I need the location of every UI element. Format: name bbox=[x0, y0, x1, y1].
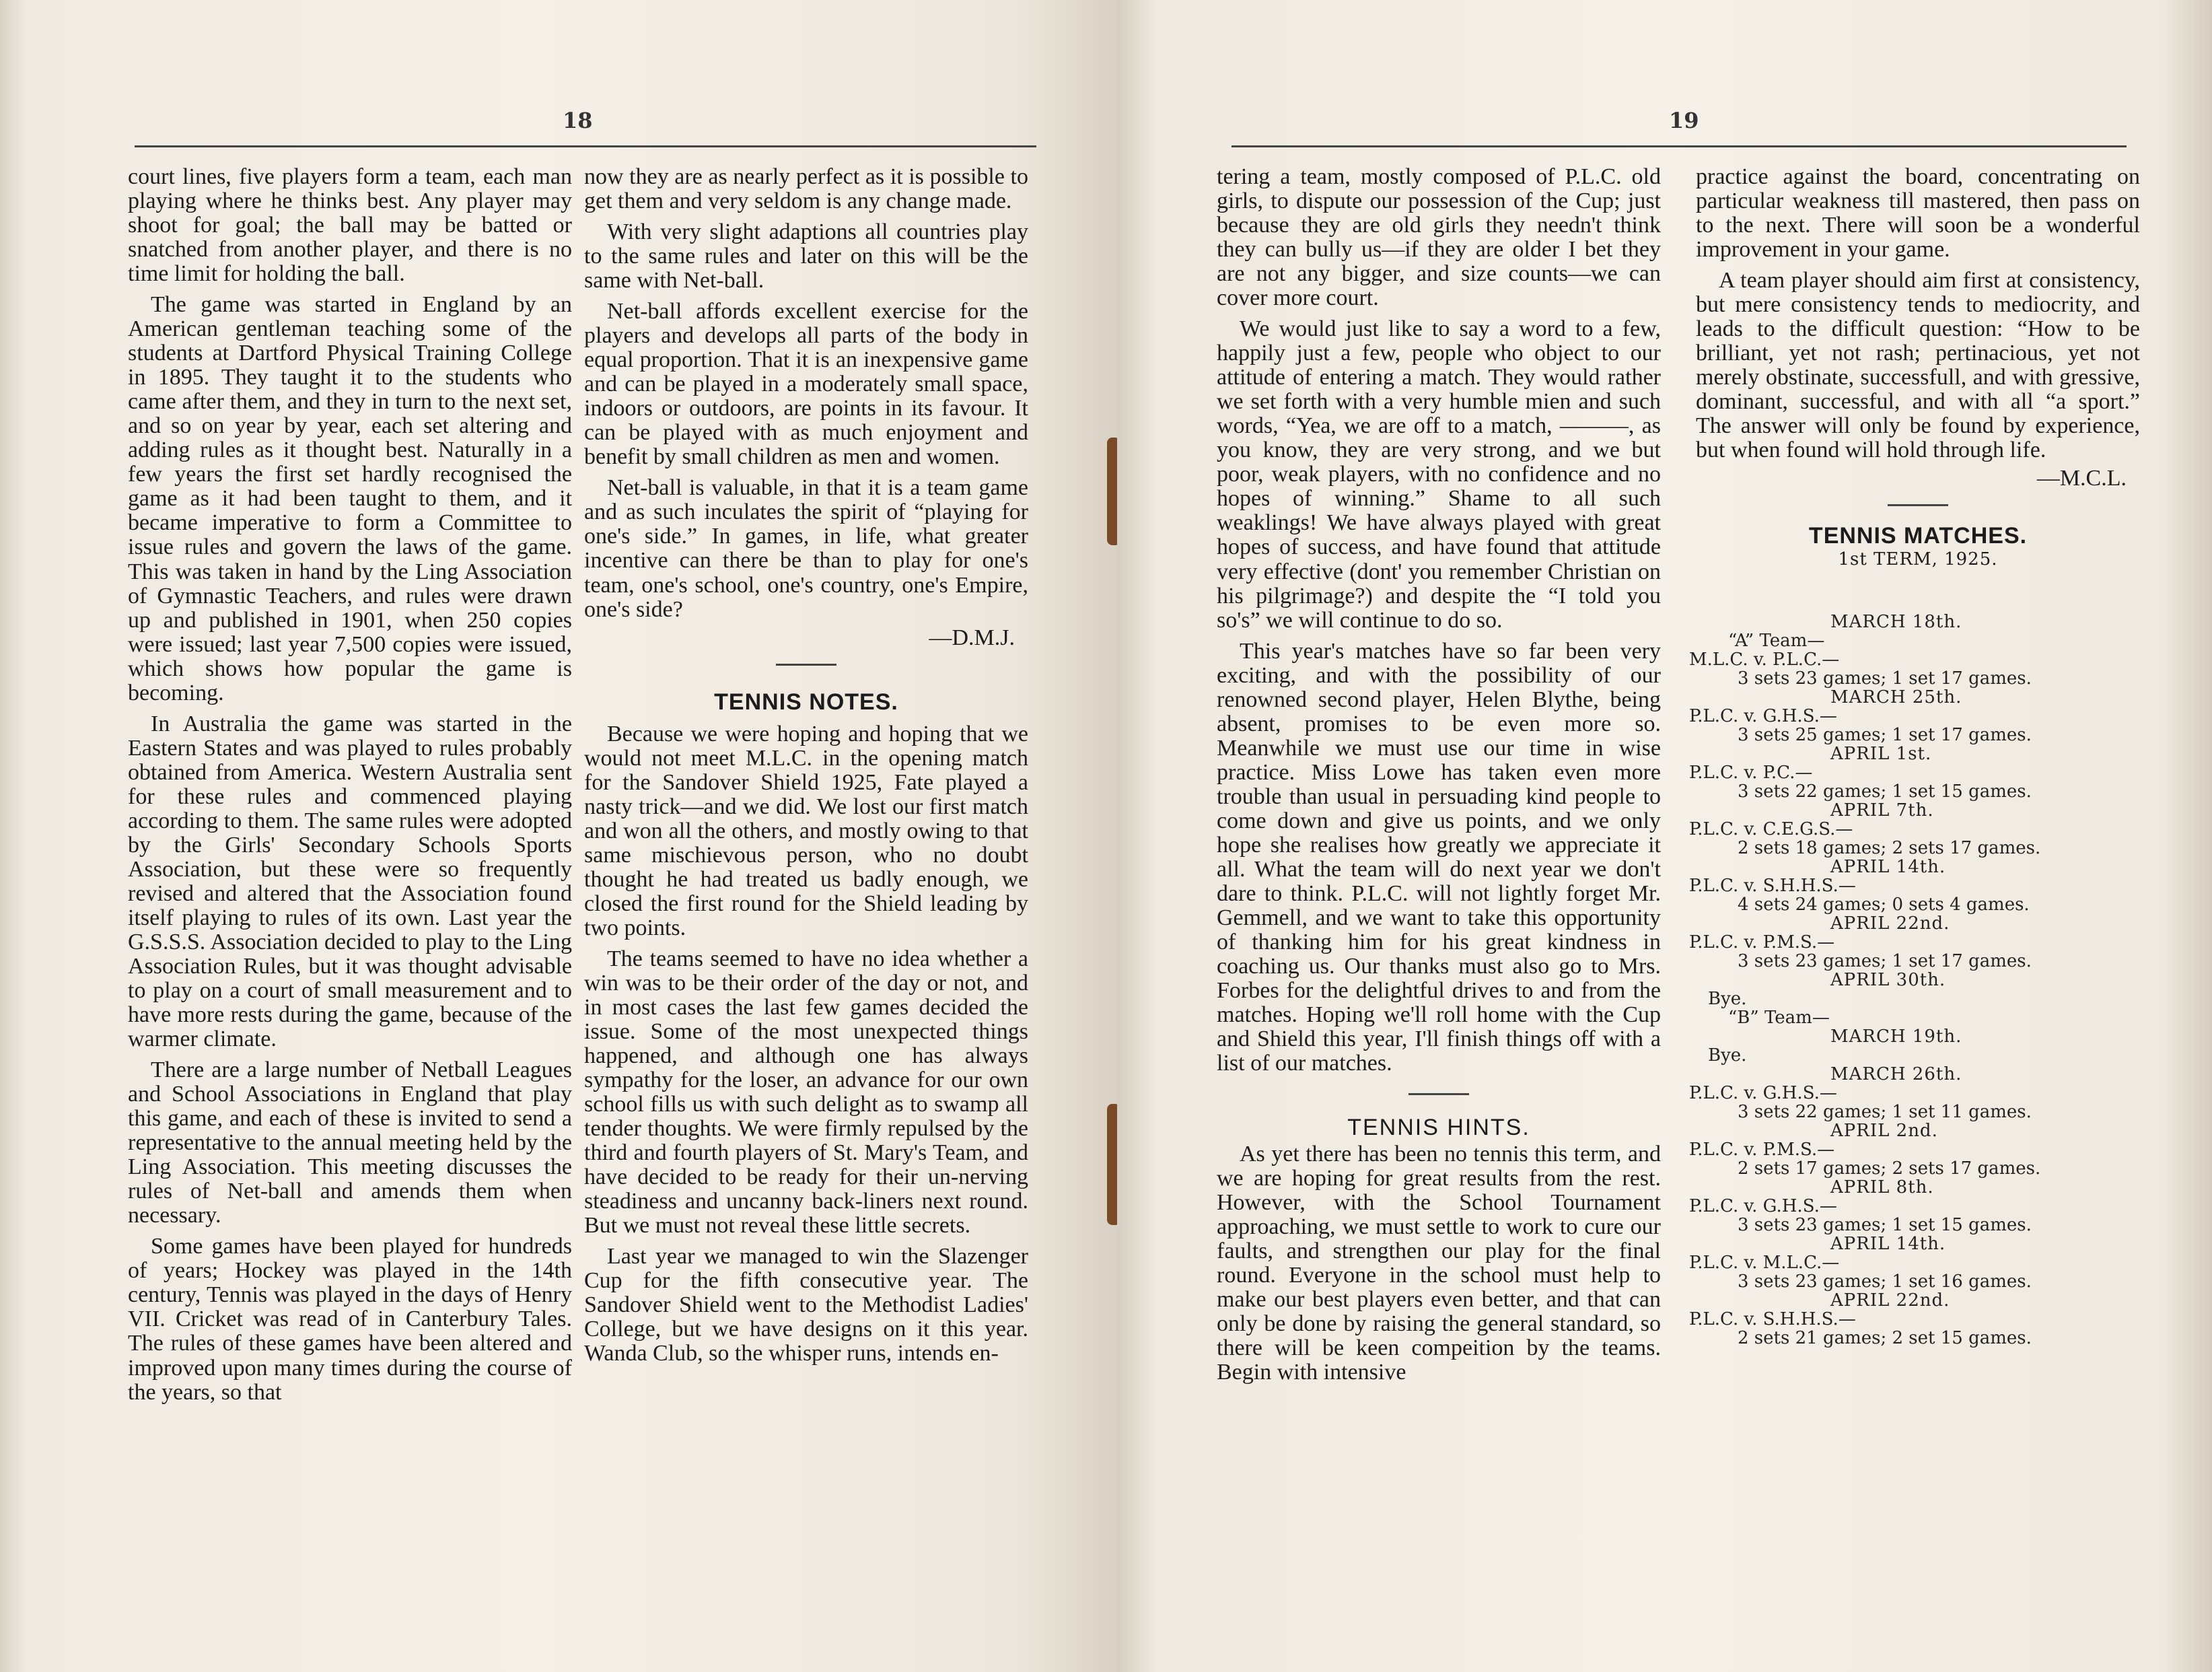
result-score: 2 sets 18 games; 2 sets 17 games. bbox=[1738, 838, 2041, 858]
section-divider bbox=[1408, 1093, 1469, 1095]
result-bye: Bye. bbox=[1708, 989, 1747, 1009]
result-match: M.L.C. v. P.L.C.— bbox=[1689, 650, 1840, 670]
paragraph: The teams seemed to have no idea whether a win was to be their order of the day or not, and in most cases the last few games decided the issue. Some of the most unexpected things happened, and although one has always sympathy for the loser, an advance for our own school fills us with such delight as to swamp all tender thoughts. We were firmly repulsed by the third and fourth players of St. Mary's Team, and have decided to be ready for their un-nerving steadiness and uncanny back-liners next round. But we must not reveal these little secrets. bbox=[584, 946, 1028, 1239]
result-date: MARCH 19th. bbox=[1830, 1026, 1962, 1047]
result-date: APRIL 22nd. bbox=[1830, 913, 1950, 934]
result-date: APRIL 8th. bbox=[1830, 1177, 1934, 1197]
result-date: APRIL 7th. bbox=[1830, 800, 1934, 821]
paragraph: Last year we managed to win the Slazenger Cup for the fifth consecutive year. The Sandover Shield went to the Methodist Ladies' College, but we have designs on it this year. Wanda Club, so the whisper runs, intends en- bbox=[584, 1244, 1028, 1366]
signature-mcl: —M.C.L. bbox=[2036, 466, 2127, 491]
tennis-notes-body bbox=[584, 722, 1028, 1366]
result-score: 3 sets 23 games; 1 set 15 games. bbox=[1738, 1215, 2032, 1235]
column-netball-tennis-notes bbox=[584, 165, 1028, 1366]
result-match: P.L.C. v. S.H.H.S.— bbox=[1689, 1309, 1856, 1329]
result-date: MARCH 18th. bbox=[1830, 612, 1962, 632]
section-divider bbox=[1888, 504, 1948, 506]
paragraph: Because we were hoping and hoping that we would not meet M.L.C. in the opening match for the Sandover Shield 1925, Fate played a nasty trick—and we did. We lost our first match and won all the others, and mostly owing to that same mischievous person, who no doubt thought he had treated us badly enough, we closed the first round for the Shield leading by two points. bbox=[584, 721, 1028, 940]
tennis-notes-heading: TENNIS NOTES. bbox=[714, 689, 898, 715]
result-score: 2 sets 17 games; 2 sets 17 games. bbox=[1738, 1158, 2041, 1179]
tennis-matches-heading: TENNIS MATCHES. bbox=[1808, 523, 2028, 549]
result-score: 3 sets 23 games; 1 set 17 games. bbox=[1738, 668, 2032, 689]
paragraph: Net-ball affords excellent exercise for the players and develops all parts of the body in equal proportion. That it is an inexpensive game and can be played in a moderately small space, indoors or outdoors, are points in its favour. It can be played with as much enjoyment and benefit by small children as men and women. bbox=[584, 299, 1028, 470]
page-number-19: 19 bbox=[1669, 108, 1699, 133]
result-match: P.L.C. v. G.H.S.— bbox=[1689, 1083, 1837, 1103]
tennis-notes-continued-body bbox=[1217, 165, 1661, 1076]
netball-conclusion bbox=[584, 165, 1028, 622]
result-score: 3 sets 23 games; 1 set 16 games. bbox=[1738, 1272, 2032, 1292]
paragraph: In Australia the game was started in the Eastern States and was played to rules probably obtained from America. Western Australia sent for these rules and commenced playing according to them. The same rules were adopted by the Girls' Secondary Schools Sports Association, but these were so frequently revised and altered that the Association found itself playing to rules of its own. Last year the G.S.S.S. Association decided to play to the Ling Association Rules, but it was thought advisable to play on a court of small measurement and to have more rests during the game, because of the warmer climate. bbox=[128, 711, 572, 1052]
result-bye: Bye. bbox=[1708, 1045, 1747, 1066]
paragraph: We would just like to say a word to a few, happily just a few, people who object to our attitude of entering a match. They would rather we set forth with a very humble mien and such words, “Yea, we are off to a match, ———, as you know, they are very strong, and we but poor, weak players, with no confidence and no hopes of winning.” Shame to all such weaklings! We have always played with great hopes of success, and have found that attitude very effective (dont' you remember Christian on his pilgrimage?) and despite the “I told you so's” we will continue to do so. bbox=[1217, 316, 1661, 633]
result-score: 3 sets 22 games; 1 set 15 games. bbox=[1738, 781, 2032, 802]
paragraph: A team player should aim first at consistency, but mere consistency tends to mediocrity, and leads to the difficult question: “How to be brilliant, yet not rash; pertinacious, yet not merely obstinate, successfull, and with gressive, dominant, successful, and with all “a sport.” The answer will only be found by experience, but when found will hold through life. bbox=[1696, 268, 2140, 463]
result-date: APRIL 22nd. bbox=[1830, 1290, 1950, 1311]
paragraph: tering a team, mostly composed of P.L.C. old girls, to dispute our possession of the Cup; just because they are old girls they needn't think they can bully us—if they are older I bet they are not any bigger, and size counts—we can cover more court. bbox=[1217, 164, 1661, 311]
term-label: 1st TERM, 1925. bbox=[1838, 549, 1998, 570]
page-number-18: 18 bbox=[563, 108, 593, 133]
tennis-hints-body bbox=[1217, 1142, 1661, 1385]
paragraph: There are a large number of Netball Leagues and School Associations in England that play this game, and each of these is invited to send a representative to the annual meeting held by the Ling Association. This meeting discusses the rules of Net-ball and amends them when necessary. bbox=[128, 1057, 572, 1228]
paragraph: now they are as nearly perfect as it is possible to get them and very seldom is any change made. bbox=[584, 164, 1028, 214]
paragraph: As yet there has been no tennis this term, and we are hoping for great results from the rest. However, with the School Tournament approaching, we must settle to work to cure our faults, and strengthen our play for the final round. Everyone in the school must help to make our best players even better, and that can only be done by raising the general standard, so there will be keen compeition by the teams. Begin with intensive bbox=[1217, 1142, 1661, 1385]
column-netball-history bbox=[128, 165, 572, 1405]
result-date: MARCH 26th. bbox=[1830, 1064, 1962, 1084]
result-date: MARCH 25th. bbox=[1830, 687, 1962, 707]
result-match: P.L.C. v. G.H.S.— bbox=[1689, 1196, 1837, 1216]
column-tennis-notes-continued bbox=[1217, 165, 1661, 1385]
result-team: “B” Team— bbox=[1728, 1008, 1830, 1028]
paragraph: Some games have been played for hundreds of years; Hockey was played in the 14th century, Tennis was played in the days of Henry VII. Cricket was read of in Canterbury Tales. The rules of these games have been altered and improved upon many times during the course of the years, so that bbox=[128, 1234, 572, 1405]
result-match: P.L.C. v. P.M.S.— bbox=[1689, 1140, 1835, 1160]
result-match: P.L.C. v. P.C.— bbox=[1689, 763, 1813, 783]
result-date: APRIL 2nd. bbox=[1830, 1121, 1938, 1141]
tennis-hints-heading: TENNIS HINTS. bbox=[1347, 1115, 1530, 1141]
result-match: P.L.C. v. G.H.S.— bbox=[1689, 706, 1837, 726]
result-match: P.L.C. v. S.H.H.S.— bbox=[1689, 876, 1856, 896]
result-date: APRIL 30th. bbox=[1830, 970, 1946, 990]
result-score: 3 sets 25 games; 1 set 17 games. bbox=[1738, 725, 2032, 745]
signature-dmj: —D.M.J. bbox=[929, 625, 1015, 650]
result-match: P.L.C. v. P.M.S.— bbox=[1689, 932, 1835, 952]
header-rule bbox=[135, 145, 1036, 147]
paragraph: This year's matches have so far been very exciting, and with the possibility of our renowned second player, Helen Blythe, being absent, promises to be even more so. Meanwhile we must use our time in wise practice. Miss Lowe has taken even more trouble than usual in persuading kind people to come down and give us points, and we only hope she realises how greatly we appreciate it all. What the team will do next year we don't dare to think. P.L.C. will not lightly forget Mr. Gemmell, and we want to take this opportunity of thanking him for his great kindness in coaching us. Our thanks must also go to Mrs. Forbes for the delightful drives to and from the matches. Hoping we'll roll home with the Cup and Shield this year, I'll finish things off with a list of our matches. bbox=[1217, 638, 1661, 1076]
result-date: APRIL 14th. bbox=[1830, 1234, 1946, 1254]
match-results-list bbox=[1689, 613, 2120, 1348]
tennis-hints-continued bbox=[1696, 165, 2140, 462]
header-rule bbox=[1232, 145, 2127, 147]
result-date: APRIL 1st. bbox=[1830, 744, 1932, 764]
column-tennis-hints-matches bbox=[1696, 165, 2140, 569]
result-score: 4 sets 24 games; 0 sets 4 games. bbox=[1738, 895, 2030, 915]
result-score: 3 sets 22 games; 1 set 11 games. bbox=[1738, 1102, 2032, 1122]
paragraph: With very slight adaptions all countries play to the same rules and later on this will be the same with Net-ball. bbox=[584, 219, 1028, 293]
result-score: 2 sets 21 games; 2 set 15 games. bbox=[1738, 1328, 2032, 1348]
result-match: P.L.C. v. C.E.G.S.— bbox=[1689, 819, 1853, 839]
paragraph: practice against the board, concentrating on particular weakness till mastered, then pass on to the next. There will soon be a wonderful improvement in your game. bbox=[1696, 164, 2140, 263]
result-team: “A” Team— bbox=[1728, 631, 1825, 651]
section-divider bbox=[776, 664, 836, 666]
paragraph: The game was started in England by an American gentleman teaching some of the students at Dartford Physical Training College in 1895. They taught it to the students who came after them, and they in turn to the next set, and so on year by year, each set altering and adding rules as it thought best. Naturally in a few years the first set hardly recognised the game as it had been taught to them, and it became imperative to form a Committee to issue rules and govern the laws of the game. This was taken in hand by the Ling Association of Gymnastic Teachers, and rules were drawn up and published in 1901, when 250 copies were issued; last year 7,500 copies were issued, which shows how popular the game is becoming. bbox=[128, 292, 572, 705]
paragraph: court lines, five players form a team, each man playing where he thinks best. Any player may shoot for goal; the ball may be batted or snatched from another player, and there is no time limit for holding the ball. bbox=[128, 164, 572, 287]
paragraph: Net-ball is valuable, in that it is a team game and as such inculates the spirit of “playing for one's side.” In games, in life, what greater incentive can there be than to play for one's team, one's school, one's country, one's Empire, one's side? bbox=[584, 475, 1028, 622]
result-date: APRIL 14th. bbox=[1830, 857, 1946, 877]
result-score: 3 sets 23 games; 1 set 17 games. bbox=[1738, 951, 2032, 971]
result-match: P.L.C. v. M.L.C.— bbox=[1689, 1253, 1840, 1273]
